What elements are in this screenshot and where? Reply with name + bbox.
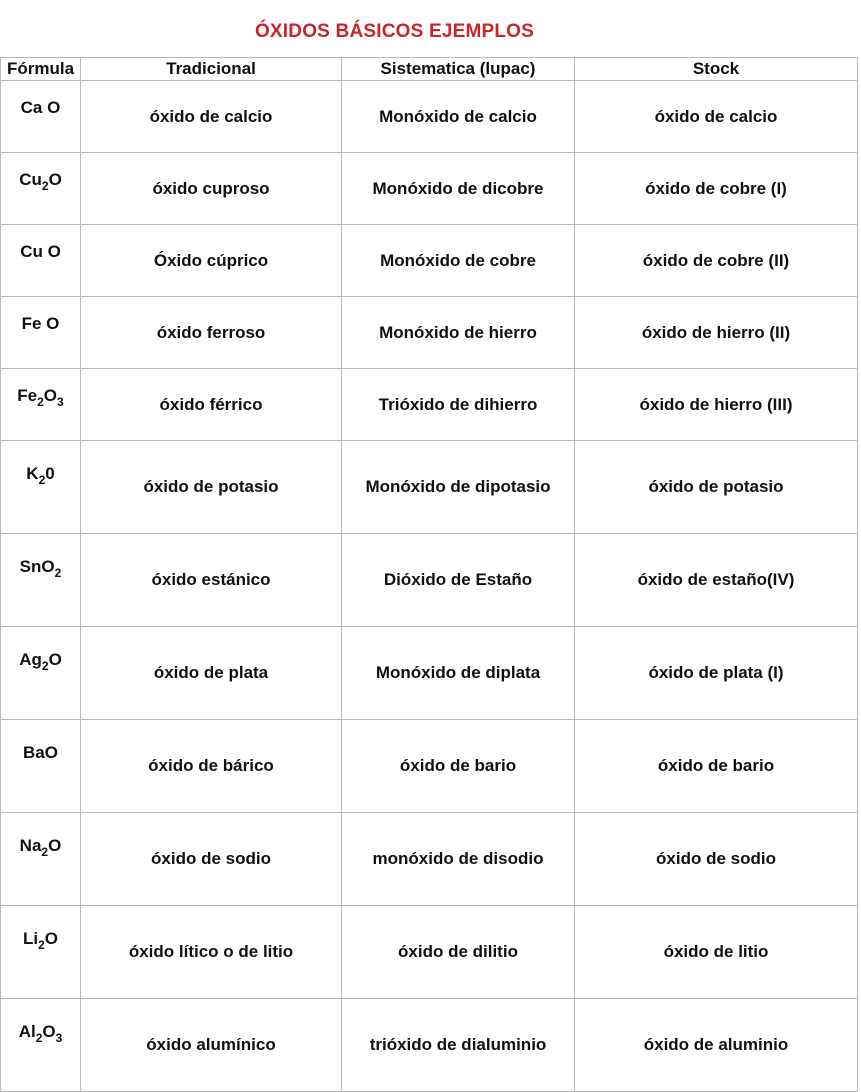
formula-subscript: 2 [38, 473, 46, 487]
sistematica-cell: Monóxido de calcio [342, 81, 575, 153]
stock-cell: óxido de sodio [575, 813, 858, 906]
formula-element: SnO [19, 557, 55, 576]
table-row [1, 534, 858, 627]
stock-cell: óxido de estaño(IV) [575, 534, 858, 627]
tradicional-cell: Óxido cúprico [81, 225, 342, 297]
formula-cell [1, 906, 81, 999]
table-row [1, 81, 858, 153]
oxides-table [0, 57, 858, 1092]
formula-element: O [44, 929, 59, 948]
formula-subscript: 2 [38, 938, 45, 952]
stock-cell: óxido de potasio [575, 441, 858, 534]
formula-subscript: 3 [55, 1031, 63, 1045]
formula-element: O [42, 1022, 56, 1041]
header-sistematica: Sistematica (lupac) [342, 58, 575, 81]
sistematica-cell: óxido de dilitio [342, 906, 575, 999]
stock-cell: óxido de cobre (II) [575, 225, 858, 297]
table-row [1, 441, 858, 534]
tradicional-cell: óxido de potasio [81, 441, 342, 534]
formula-element: BaO [23, 743, 58, 762]
table-row [1, 906, 858, 999]
table-row [1, 720, 858, 813]
stock-cell: óxido de hierro (III) [575, 369, 858, 441]
sistematica-cell: Monóxido de hierro [342, 297, 575, 369]
formula-element: Al [18, 1022, 36, 1041]
formula-subscript: 2 [54, 566, 62, 580]
sistematica-cell: Monóxido de dipotasio [342, 441, 575, 534]
formula-element: Ag [19, 650, 42, 669]
sistematica-cell: Monóxido de dicobre [342, 153, 575, 225]
formula-subscript: 3 [57, 395, 64, 409]
formula-element: O [48, 170, 62, 189]
formula-subscript: 2 [41, 845, 49, 859]
table-row [1, 999, 858, 1092]
formula-cell [1, 813, 81, 906]
tradicional-cell: óxido estánico [81, 534, 342, 627]
formula-element: Li [22, 929, 39, 948]
tradicional-cell: óxido cuproso [81, 153, 342, 225]
formula-element: O [48, 650, 62, 669]
table-row [1, 297, 858, 369]
formula-cell [1, 81, 81, 153]
formula-cell [1, 627, 81, 720]
stock-cell: óxido de cobre (I) [575, 153, 858, 225]
formula-element: O [43, 386, 58, 405]
table-row [1, 225, 858, 297]
sistematica-cell: Monóxido de cobre [342, 225, 575, 297]
tradicional-cell: óxido de plata [81, 627, 342, 720]
sistematica-cell: óxido de bario [342, 720, 575, 813]
formula-cell [1, 534, 81, 627]
header-formula: Fórmula [1, 58, 81, 81]
tradicional-cell: óxido ferroso [81, 297, 342, 369]
formula-element: Cu [19, 170, 42, 189]
header-row [1, 58, 858, 81]
formula-cell [1, 720, 81, 813]
tradicional-cell: óxido férrico [81, 369, 342, 441]
formula-element: 0 [45, 464, 55, 483]
tradicional-cell: óxido alumínico [81, 999, 342, 1092]
header-stock: Stock [575, 58, 858, 81]
formula-element: K [26, 464, 39, 483]
table-row [1, 369, 858, 441]
stock-cell: óxido de calcio [575, 81, 858, 153]
sistematica-cell: trióxido de dialuminio [342, 999, 575, 1092]
formula-element: Fe O [21, 314, 60, 333]
table-row [1, 627, 858, 720]
stock-cell: óxido de bario [575, 720, 858, 813]
formula-cell [1, 999, 81, 1092]
tradicional-cell: óxido de sodio [81, 813, 342, 906]
formula-cell [1, 153, 81, 225]
sistematica-cell: Monóxido de diplata [342, 627, 575, 720]
stock-cell: óxido de plata (I) [575, 627, 858, 720]
formula-element: Na [19, 836, 42, 855]
formula-cell [1, 297, 81, 369]
sistematica-cell: Dióxido de Estaño [342, 534, 575, 627]
stock-cell: óxido de litio [575, 906, 858, 999]
formula-cell [1, 441, 81, 534]
header-tradicional: Tradicional [81, 58, 342, 81]
table-row [1, 153, 858, 225]
table-row [1, 813, 858, 906]
formula-element: O [48, 836, 62, 855]
tradicional-cell: óxido de calcio [81, 81, 342, 153]
sistematica-cell: monóxido de disodio [342, 813, 575, 906]
tradicional-cell: óxido de bárico [81, 720, 342, 813]
formula-element: Ca O [20, 98, 61, 117]
formula-subscript: 2 [35, 1031, 43, 1045]
tradicional-cell: óxido lítico o de litio [81, 906, 342, 999]
formula-cell [1, 225, 81, 297]
formula-subscript: 2 [37, 395, 44, 409]
formula-element: Cu O [20, 242, 61, 261]
stock-cell: óxido de aluminio [575, 999, 858, 1092]
formula-subscript: 2 [41, 659, 49, 673]
page-title: ÓXIDOS BÁSICOS EJEMPLOS [254, 21, 535, 42]
formula-element: Fe [17, 386, 38, 405]
formula-cell [1, 369, 81, 441]
formula-subscript: 2 [41, 179, 49, 193]
sistematica-cell: Trióxido de dihierro [342, 369, 575, 441]
stock-cell: óxido de hierro (II) [575, 297, 858, 369]
